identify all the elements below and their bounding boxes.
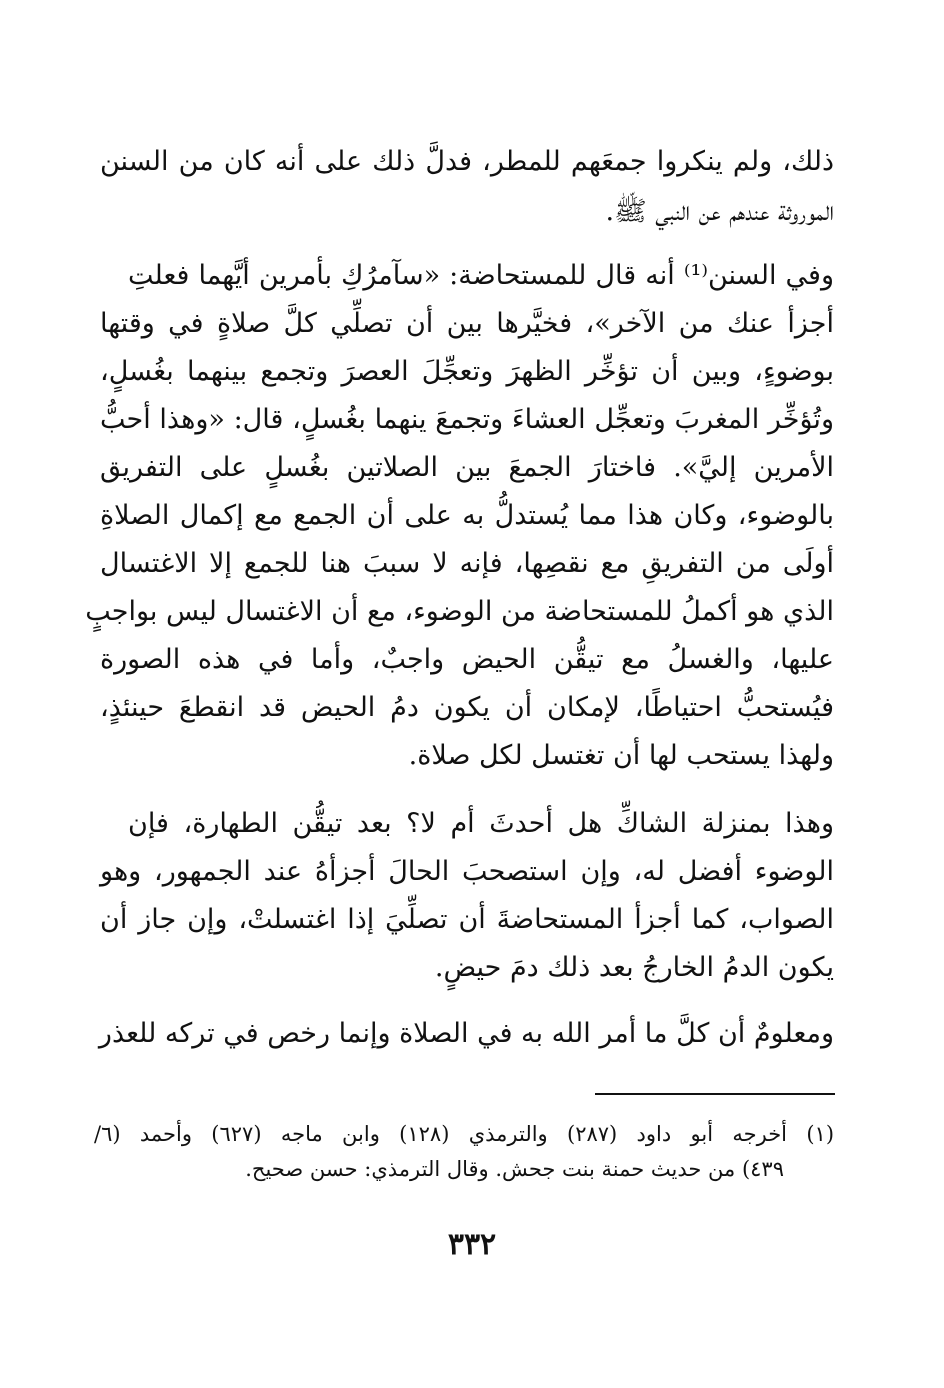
text-line: أولَى من التفريقِ مع نقصِها، فإنه لا سببَ هنا للجمع إلا الاغتسال <box>100 548 834 579</box>
text-line: الوضوء أفضل له، وإن استصحبَ الحالَ أجزأهُ عند الجمهور، وهو <box>100 856 834 887</box>
text-line: الذي هو أكملُ للمستحاضة من الوضوء، مع أن الاغتسال ليس بواجبٍ <box>85 596 834 627</box>
text-line: الصواب، كما أجزأ المستحاضةَ أن تصلِّيَ إذا اغتسلتْ، وإن جاز أن <box>100 904 834 935</box>
text-line: الموروثة عندهم عن النبي ﷺ. <box>605 196 834 227</box>
footnote-line: (١) أخرجه أبو داود (٢٨٧) والترمذي (١٢٨) وابن ماجه (٦٢٧) وأحمد (٦/ <box>94 1122 835 1146</box>
text-line: عليها، والغسلُ مع تيقُّن الحيض واجبٌ، وأما في هذه الصورة <box>100 644 834 675</box>
text-line: وفي السنن⁽¹⁾ أنه قال للمستحاضة: «سآمرُكِ بأمرين أيَّهما فعلتِ <box>128 260 834 291</box>
text-line: يكون الدمُ الخارجُ بعد ذلك دمَ حيضٍ. <box>434 952 834 983</box>
text-line: الأمرين إليَّ». فاختارَ الجمعَ بين الصلاتين بغُسلٍ على التفريق <box>100 452 834 483</box>
page-number: ٣٣٢ <box>447 1227 497 1262</box>
footnote-line: ٤٣٩) من حديث حمنة بنت جحش. وقال الترمذي: حسن صحيح. <box>245 1157 784 1181</box>
text-line: فيُستحبُّ احتياطًا، لإمكان أن يكون دمُ الحيض قد انقطعَ حينئذٍ، <box>100 692 834 723</box>
text-line: ومعلومٌ أن كلَّ ما أمر الله به في الصلاة وإنما رخص في تركه للعذر <box>98 1018 834 1049</box>
text-line: ولهذا يستحب لها أن تغتسل لكل صلاة. <box>408 740 834 771</box>
text-line: بالوضوء، وكان هذا مما يُستدلُّ به على أن الجمع مع إكمال الصلاةِ <box>100 500 834 531</box>
footnote-separator <box>595 1093 835 1095</box>
text-line: بوضوءٍ، وبين أن تؤخِّر الظهرَ وتعجِّلَ العصرَ وتجمع بينهما بغُسلٍ، <box>100 356 834 387</box>
text-line: ذلك، ولم ينكروا جمعَهم للمطر، فدلَّ ذلك على أنه كان من السنن <box>100 146 834 177</box>
text-line: وتُؤخِّر المغربَ وتعجِّل العشاءَ وتجمعَ ينهما بغُسلٍ، قال: «وهذا أحبُّ <box>100 404 834 435</box>
text-line: وهذا بمنزلة الشاكِّ هل أحدثَ أم لا؟ بعد تيقُّن الطهارة، فإن <box>128 808 834 839</box>
text-line: أجزأ عنك من الآخر»، فخيَّرها بين أن تصلِّي كلَّ صلاةٍ في وقتها <box>100 308 834 339</box>
